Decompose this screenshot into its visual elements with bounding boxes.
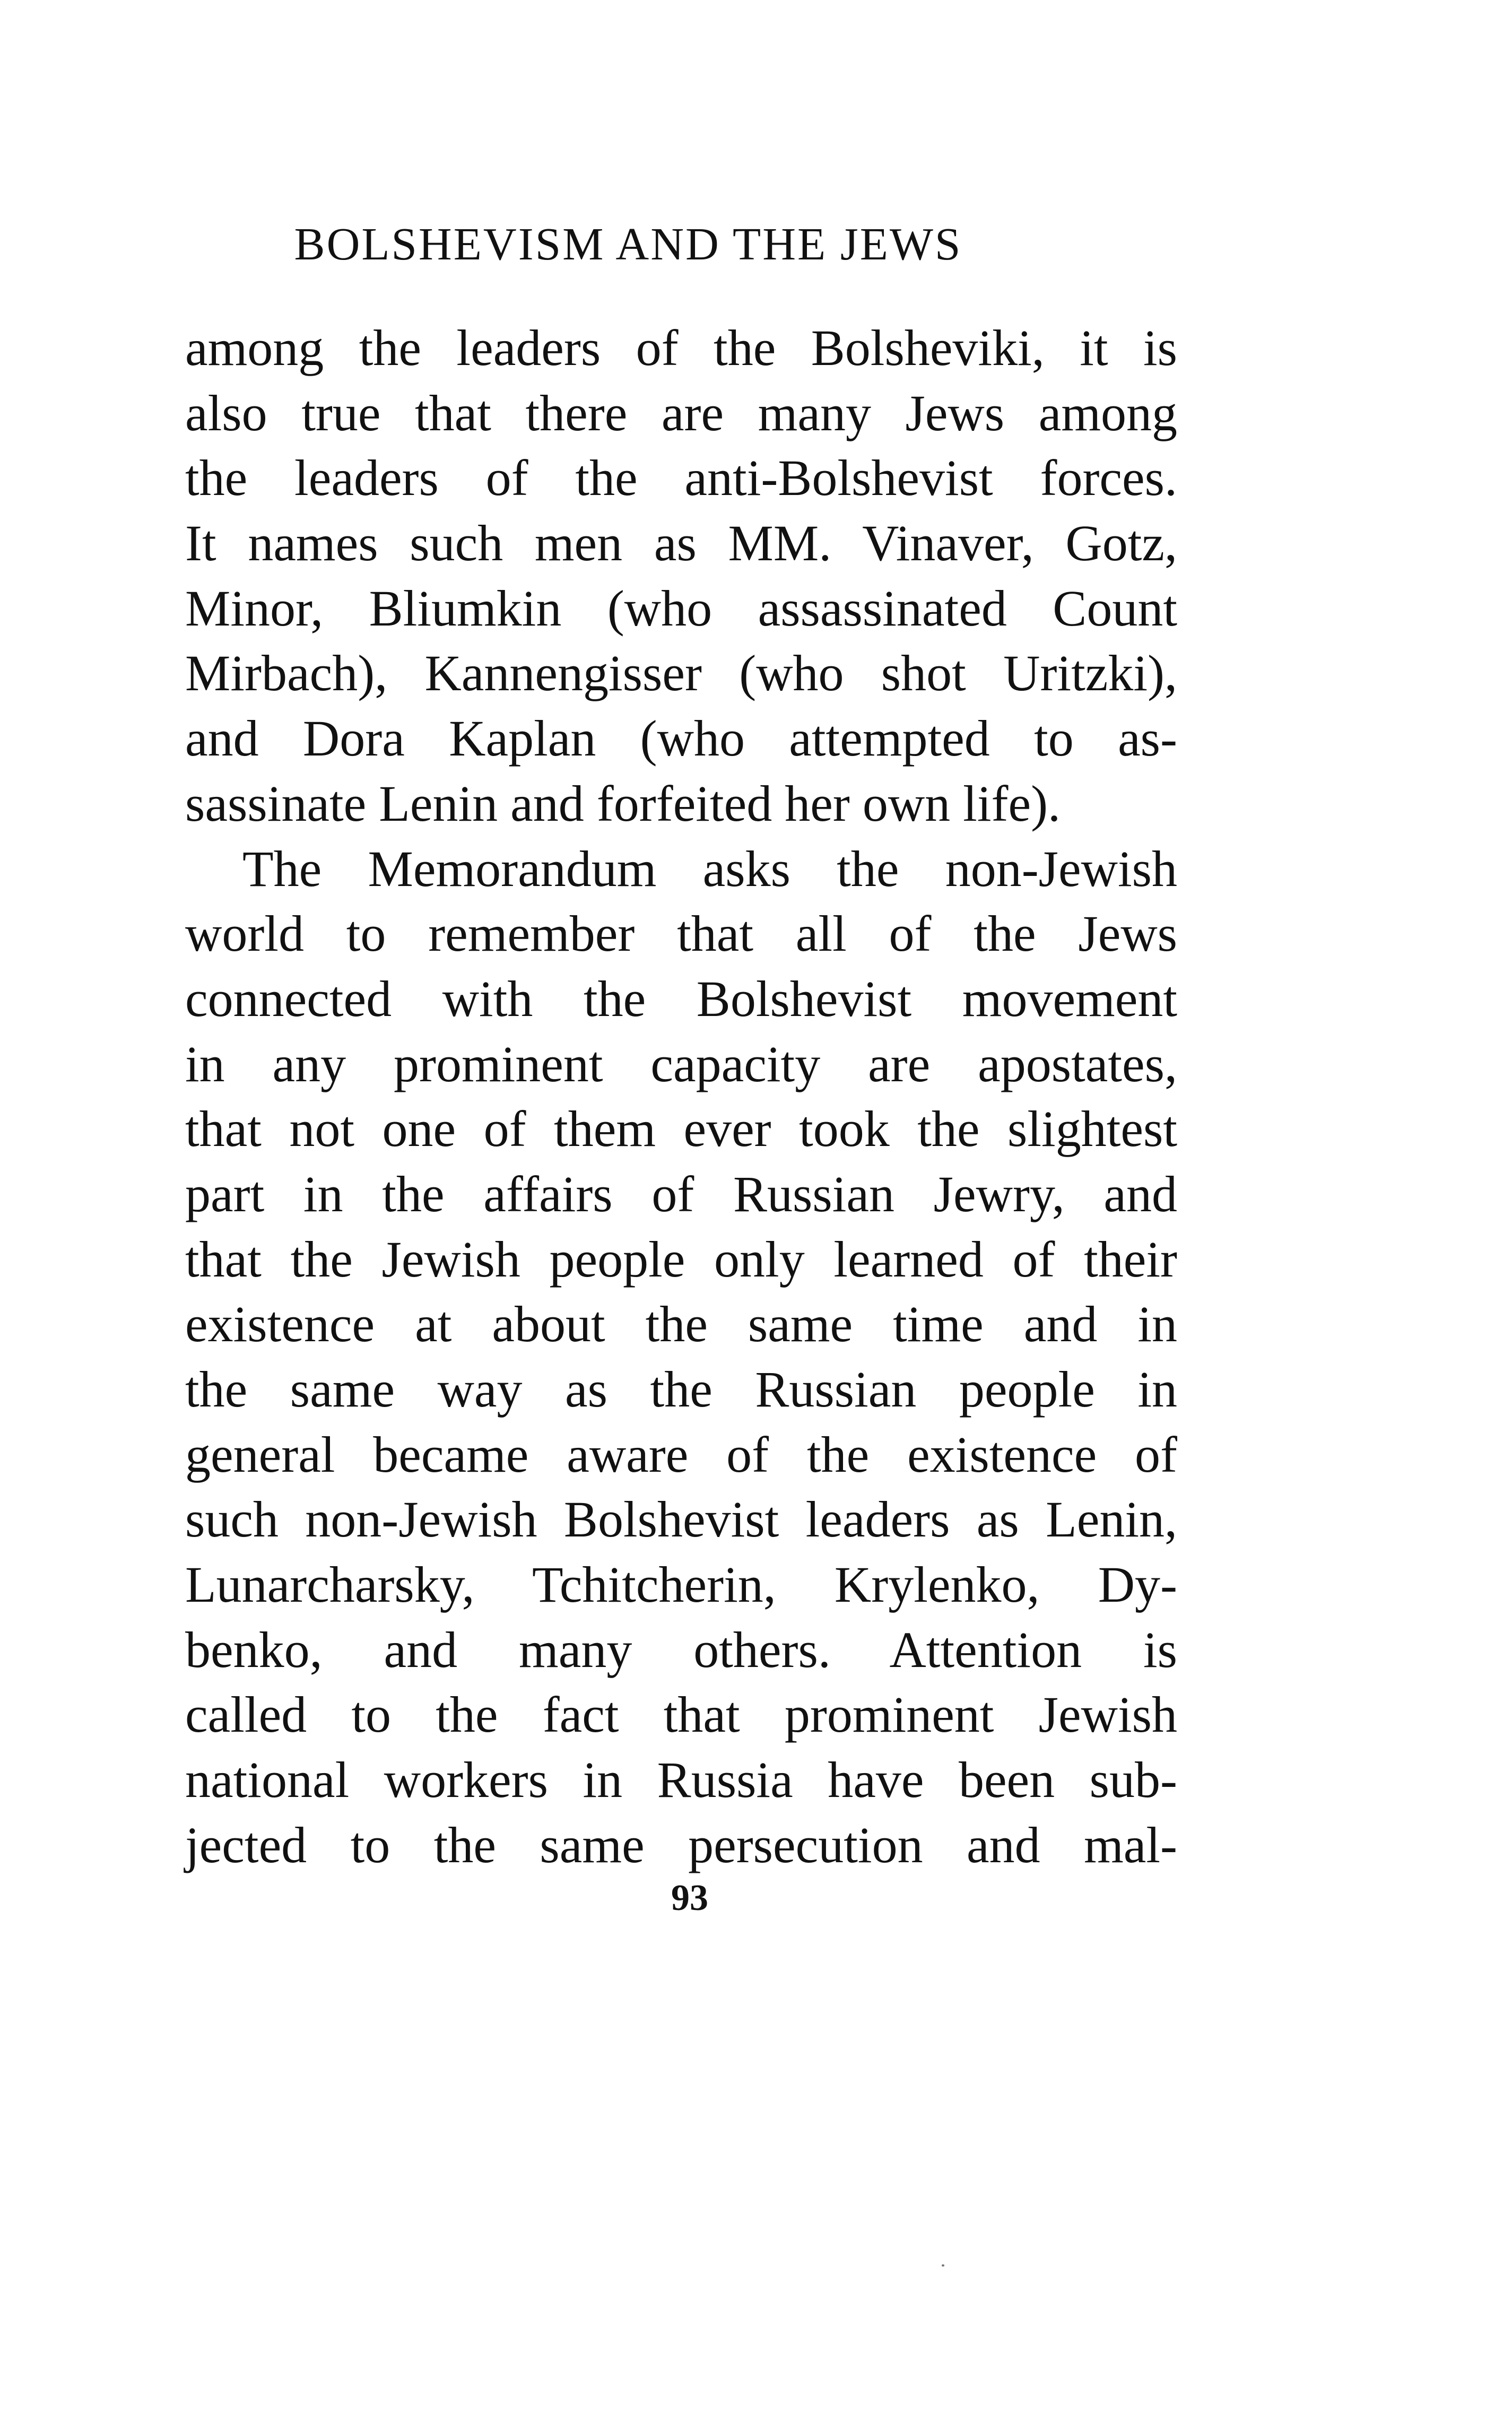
running-head: BOLSHEVISM AND THE JEWS (294, 218, 962, 270)
text-line: also true that there are many Jews among (185, 384, 1177, 441)
text-line: existence at about the same time and in (185, 1296, 1177, 1353)
text-line: national workers in Russia have been sub- (185, 1751, 1177, 1809)
print-speck (942, 2264, 944, 2267)
page-number: 93 (671, 1878, 708, 1918)
text-line: Minor, Bliumkin (who assassinated Count (185, 579, 1177, 637)
paragraph-end-line: sassinate Lenin and forfeited her own life). (185, 775, 1061, 832)
text-line: world to remember that all of the Jews (185, 905, 1177, 962)
text-line: such non-Jewish Bolshevist leaders as Lenin, (185, 1491, 1177, 1548)
text-line: Mirbach), Kannengisser (who shot Uritzki), (185, 645, 1177, 702)
text-line: general became aware of the existence of (185, 1426, 1177, 1483)
text-line: among the leaders of the Bolsheviki, it is (185, 319, 1177, 376)
text-line: that the Jewish people only learned of their (185, 1230, 1177, 1288)
text-line: the leaders of the anti-Bolshevist forces. (185, 449, 1177, 507)
text-line: It names such men as MM. Vinaver, Gotz, (185, 515, 1177, 572)
text-line: part in the affairs of Russian Jewry, and (185, 1165, 1177, 1222)
text-line: jected to the same persecution and mal- (185, 1816, 1177, 1873)
text-line: Lunarcharsky, Tchitcherin, Krylenko, Dy- (185, 1556, 1177, 1613)
text-line: connected with the Bolshevist movement (185, 970, 1177, 1027)
text-line: called to the fact that prominent Jewish (185, 1686, 1177, 1743)
body-text (185, 316, 1177, 1878)
text-line: the same way as the Russian people in (185, 1361, 1177, 1418)
paragraph-start-line: The Memorandum asks the non-Jewish (242, 840, 1177, 897)
text-line: that not one of them ever took the slightest (185, 1100, 1177, 1158)
text-line: benko, and many others. Attention is (185, 1621, 1177, 1678)
text-line: and Dora Kaplan (who attempted to as- (185, 710, 1177, 767)
text-line: in any prominent capacity are apostates, (185, 1035, 1177, 1092)
